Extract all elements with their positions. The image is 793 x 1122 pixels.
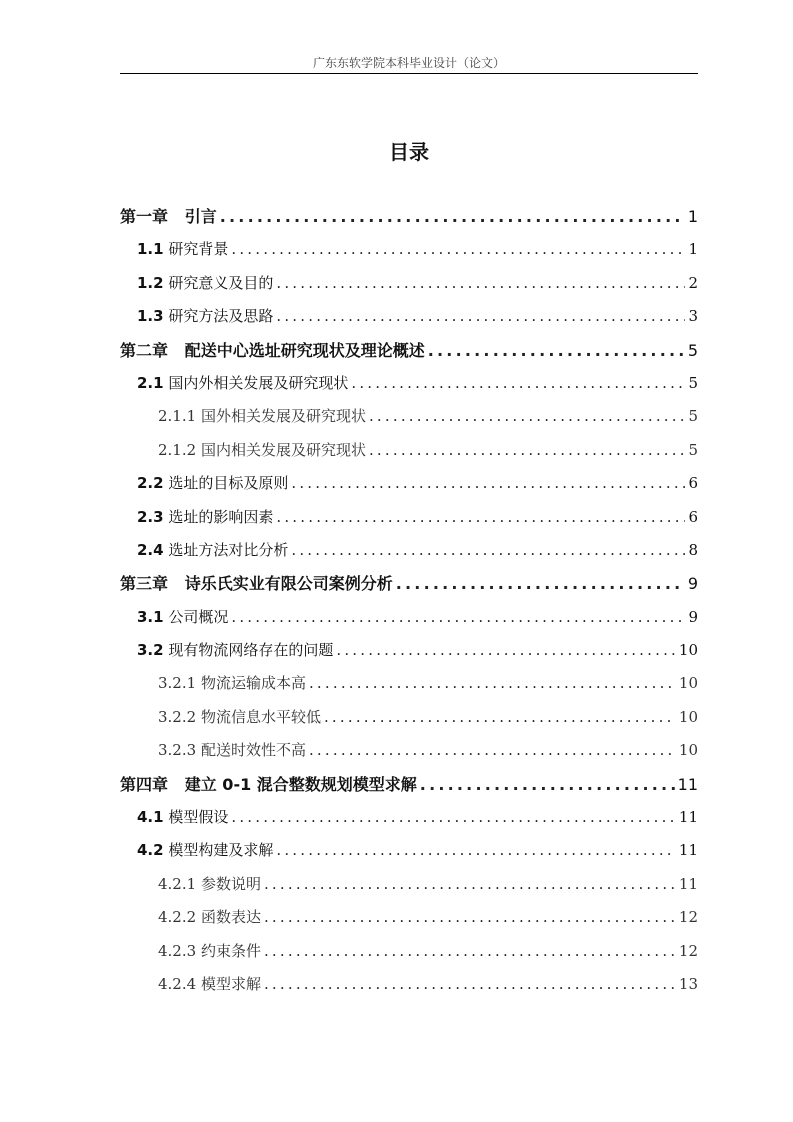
toc-dot-leader [324,701,676,734]
toc-page-number: 5 [687,340,698,360]
toc-page-number: 10 [678,741,698,760]
toc-page-number: 6 [688,507,698,526]
toc-dot-leader [276,300,685,333]
toc-entry-number: 第三章 [120,574,169,594]
toc-page-number: 3 [688,307,698,326]
toc-entry-label [158,868,261,901]
toc-title: 目录 [389,140,429,164]
toc-page-number: 1 [688,240,698,259]
toc-chapter-entry[interactable] [120,567,698,600]
toc-subsection-entry[interactable] [120,400,698,433]
toc-entry-number: 第一章 [120,207,169,226]
toc-entry-number: 2.3 [137,507,164,526]
toc-entry-label [158,400,366,433]
toc-dot-leader [420,768,675,801]
toc-entry-text: 配送时效性不高 [200,741,306,760]
toc-entry-number: 3.2 [137,641,164,660]
toc-section-entry[interactable] [120,601,698,634]
toc-page-number: 12 [678,941,698,960]
toc-section-entry[interactable] [120,834,698,867]
toc-section-entry[interactable] [120,467,698,500]
toc-page-number: 6 [688,474,698,493]
toc-dot-leader [231,801,676,834]
toc-entry-label [158,968,261,1001]
toc-entry-number: 第四章 [120,774,169,794]
toc-entry-text: 模型构建及求解 [168,841,274,860]
toc-chapter-entry[interactable] [120,334,698,367]
toc-entry-text: 约束条件 [200,941,261,960]
toc-page-number: 5 [688,440,698,459]
toc-entry-label [137,601,228,634]
toc-dot-leader [369,400,685,433]
toc-subsection-entry[interactable] [120,701,698,734]
toc-section-entry[interactable] [120,367,698,400]
toc-entry-text: 研究意义及目的 [168,273,274,292]
toc-page-number: 11 [677,774,698,794]
toc-page-number: 9 [688,607,698,626]
toc-entry-number: 1.1 [137,240,164,259]
toc-entry-number: 4.2 [137,841,164,860]
toc-dot-leader [336,634,676,667]
toc-entry-number: 第二章 [120,340,169,360]
toc-section-entry[interactable] [120,534,698,567]
toc-entry-label [120,334,425,367]
toc-page-number: 11 [678,874,698,893]
page-header: 广东东软学院本科毕业设计（论文） [312,56,505,70]
toc-entry-number: 2.1.2 [158,440,197,459]
toc-entry-label [158,434,366,467]
toc-page-number: 10 [678,674,698,693]
toc-entry-label [137,467,288,500]
toc-dot-leader [276,834,676,867]
header-divider [120,73,698,74]
toc-entry-text: 研究方法及思路 [168,307,274,326]
toc-entry-number: 4.2.4 [158,974,197,993]
toc-entry-number: 2.2 [137,474,164,493]
toc-page-number: 11 [678,808,698,827]
toc-entry-label [120,200,217,233]
toc-entry-number: 4.1 [137,808,164,827]
toc-entry-number: 3.1 [137,607,164,626]
toc-entry-number: 1.3 [137,307,164,326]
toc-entry-text: 模型求解 [200,974,261,993]
toc-section-entry[interactable] [120,233,698,266]
toc-page-number: 5 [688,373,698,392]
toc-page-number: 1 [687,207,698,226]
toc-dot-leader [231,601,685,634]
toc-entry-number: 4.2.1 [158,874,197,893]
toc-entry-label [120,567,393,600]
toc-entry-text: 选址的影响因素 [168,507,274,526]
toc-dot-leader [264,968,676,1001]
toc-entry-text: 物流运输成本高 [200,674,306,693]
toc-dot-leader [351,367,685,400]
toc-entry-separator [168,207,185,226]
toc-entry-text: 现有物流网络存在的问题 [168,641,334,660]
toc-entry-number: 4.2.3 [158,941,197,960]
toc-page-number: 5 [688,407,698,426]
toc-entry-text: 引言 [184,207,217,226]
toc-entry-separator [168,574,185,593]
toc-dot-leader [264,935,676,968]
toc-dot-leader [264,868,676,901]
toc-entry-text: 公司概况 [168,607,229,626]
toc-entry-label [137,233,228,266]
toc-chapter-entry[interactable] [120,200,698,233]
toc-entry-text: 配送中心选址研究现状及理论概述 [184,340,425,360]
toc-page-number: 8 [688,540,698,559]
toc-entry-text: 国外相关发展及研究现状 [200,407,366,426]
toc-subsection-entry[interactable] [120,868,698,901]
toc-dot-leader [291,534,685,567]
toc-entry-label [137,534,288,567]
toc-entry-number: 2.1 [137,373,164,392]
toc-dot-leader [291,467,685,500]
toc-entry-number: 4.2.2 [158,908,197,927]
toc-entry-text: 物流信息水平较低 [200,707,321,726]
toc-section-entry[interactable] [120,634,698,667]
toc-section-entry[interactable] [120,300,698,333]
toc-page-number: 10 [678,707,698,726]
toc-entry-text: 建立 0-1 混合整数规划模型求解 [184,774,417,794]
toc-entry-number: 2.1.1 [158,407,197,426]
toc-entry-text: 国内外相关发展及研究现状 [168,373,349,392]
toc-entry-number: 1.2 [137,273,164,292]
toc-entry-label [137,367,348,400]
toc-entry-number: 3.2.3 [158,741,197,760]
toc-subsection-entry[interactable] [120,935,698,968]
toc-subsection-entry[interactable] [120,734,698,767]
toc-entry-label [158,734,306,767]
toc-dot-leader [369,434,685,467]
toc-subsection-entry[interactable] [120,901,698,934]
toc-dot-leader [220,200,685,233]
toc-page-number: 2 [688,273,698,292]
toc-entry-text: 选址的目标及原则 [168,474,289,493]
toc-entry-text: 诗乐氏实业有限公司案例分析 [184,574,393,594]
toc-section-entry[interactable] [120,501,698,534]
toc-entry-number: 3.2.2 [158,707,197,726]
toc-entry-text: 选址方法对比分析 [168,540,289,559]
toc-subsection-entry[interactable] [120,434,698,467]
toc-dot-leader [309,734,676,767]
toc-entry-label [137,634,333,667]
toc-page-number: 12 [678,908,698,927]
toc-dot-leader [428,334,685,367]
toc-dot-leader [231,233,685,266]
toc-entry-label [158,701,321,734]
toc-page-number: 13 [678,974,698,993]
toc-dot-leader [309,667,676,700]
table-of-contents [120,200,698,1001]
toc-chapter-entry[interactable] [120,768,698,801]
toc-dot-leader [264,901,676,934]
toc-section-entry[interactable] [120,801,698,834]
toc-entry-label [137,834,273,867]
toc-entry-separator [168,341,185,360]
toc-entry-label [137,501,273,534]
toc-entry-label [158,667,306,700]
toc-entry-text: 模型假设 [168,808,229,827]
toc-entry-text: 研究背景 [168,240,229,259]
toc-page-number: 10 [678,641,698,660]
toc-entry-text: 国内相关发展及研究现状 [200,440,366,459]
toc-dot-leader [276,501,685,534]
toc-section-entry[interactable] [120,267,698,300]
toc-entry-text: 函数表达 [200,908,261,927]
toc-entry-label [120,768,417,801]
toc-entry-separator [168,775,185,794]
toc-entry-number: 2.4 [137,540,164,559]
toc-dot-leader [276,267,685,300]
toc-subsection-entry[interactable] [120,667,698,700]
toc-entry-label [158,935,261,968]
toc-subsection-entry[interactable] [120,968,698,1001]
toc-entry-label [137,267,273,300]
toc-entry-label [158,901,261,934]
toc-entry-label [137,801,228,834]
toc-entry-number: 3.2.1 [158,674,197,693]
toc-page-number: 9 [687,574,698,594]
toc-dot-leader [396,567,685,600]
toc-entry-text: 参数说明 [200,874,261,893]
toc-entry-label [137,300,273,333]
toc-page-number: 11 [678,841,698,860]
